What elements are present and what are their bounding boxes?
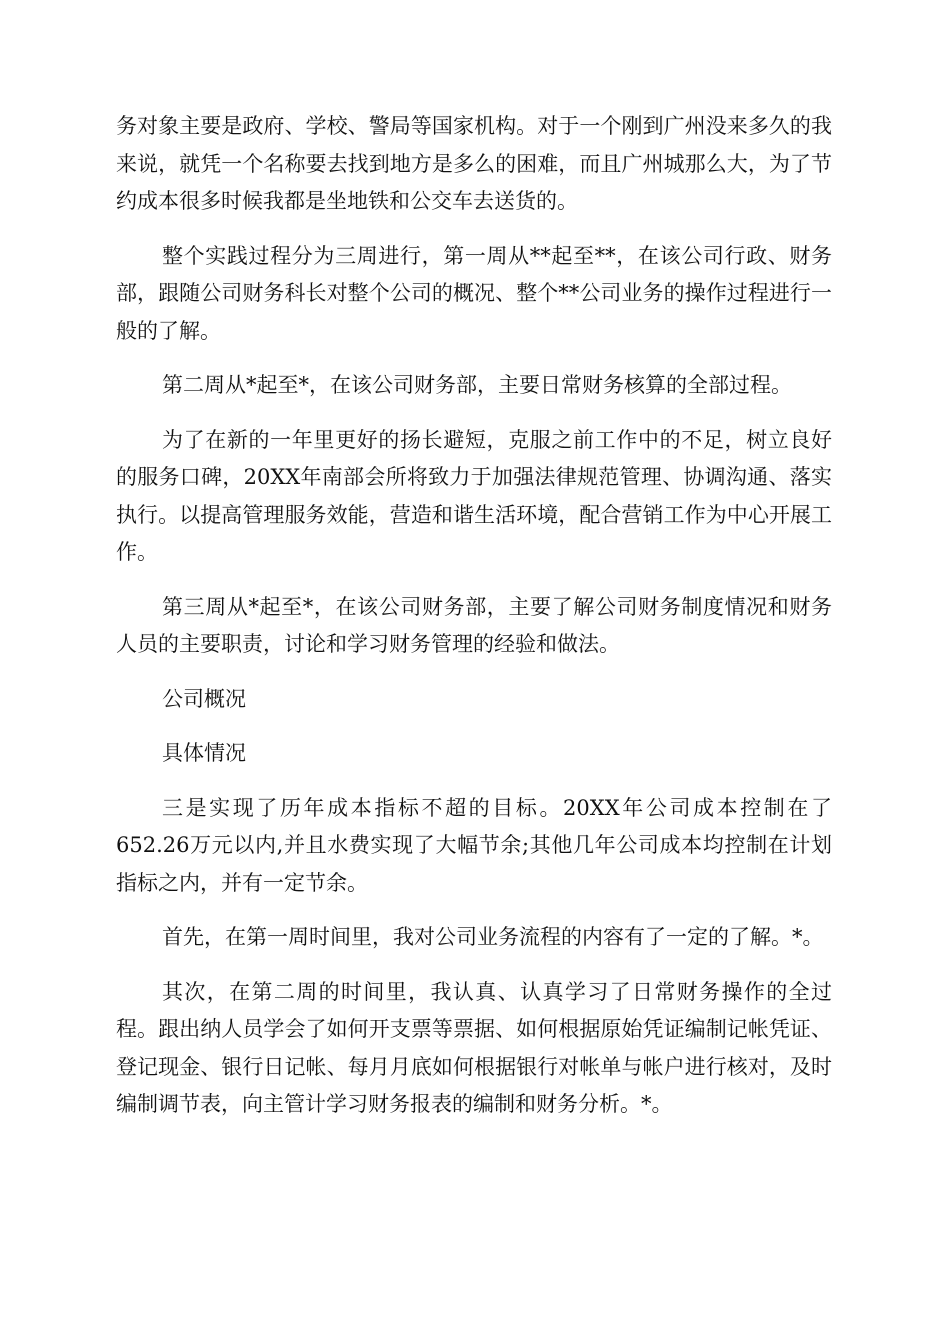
document-body [116, 108, 832, 1141]
paragraph-9: 首先，在第一周时间里，我对公司业务流程的内容有了一定的了解。*。 [162, 925, 824, 949]
paragraph-8: 三是实现了历年成本指标不超的目标。20XX年公司成本控制在了652.26万元以内,并且水费实现了大幅节余;其他几年公司成本均控制在计划指标之内，并有一定节余。 [116, 795, 832, 895]
section-heading-company-overview: 公司概况 [162, 686, 246, 711]
paragraph-1: 务对象主要是政府、学校、警局等国家机构。对于一个刚到广州没来多久的我来说，就凭一个名称要去找到地方是多么的困难，而且广州城那么大，为了节约成本很多时候我都是坐地铁和公交车去送货的。 [116, 114, 832, 213]
paragraph-2: 整个实践过程分为三周进行，第一周从**起至**，在该公司行政、财务部，跟随公司财务科长对整个公司的概况、整个**公司业务的操作过程进行一般的了解。 [116, 243, 832, 343]
paragraph-5: 第三周从*起至*，在该公司财务部，主要了解公司财务制度情况和财务人员的主要职责，讨论和学习财务管理的经验和做法。 [116, 594, 832, 656]
paragraph-10: 其次，在第二周的时间里，我认真、认真学习了日常财务操作的全过程。跟出纳人员学会了如何开支票等票据、如何根据原始凭证编制记帐凭证、登记现金、银行日记帐、每月月底如何根据银行对帐单与帐户进行核对，及时编制调节表，向主管计学习财务报表的编制和财务分析。*。 [116, 979, 832, 1116]
paragraph-4: 为了在新的一年里更好的扬长避短，克服之前工作中的不足，树立良好的服务口碑，20XX年南部会所将致力于加强法律规范管理、协调沟通、落实执行。以提高管理服务效能，营造和谐生活环境，配合营销工作为中心开展工作。 [116, 427, 832, 564]
section-heading-details: 具体情况 [162, 741, 246, 765]
paragraph-3: 第二周从*起至*，在该公司财务部，主要日常财务核算的全部过程。 [162, 373, 792, 397]
